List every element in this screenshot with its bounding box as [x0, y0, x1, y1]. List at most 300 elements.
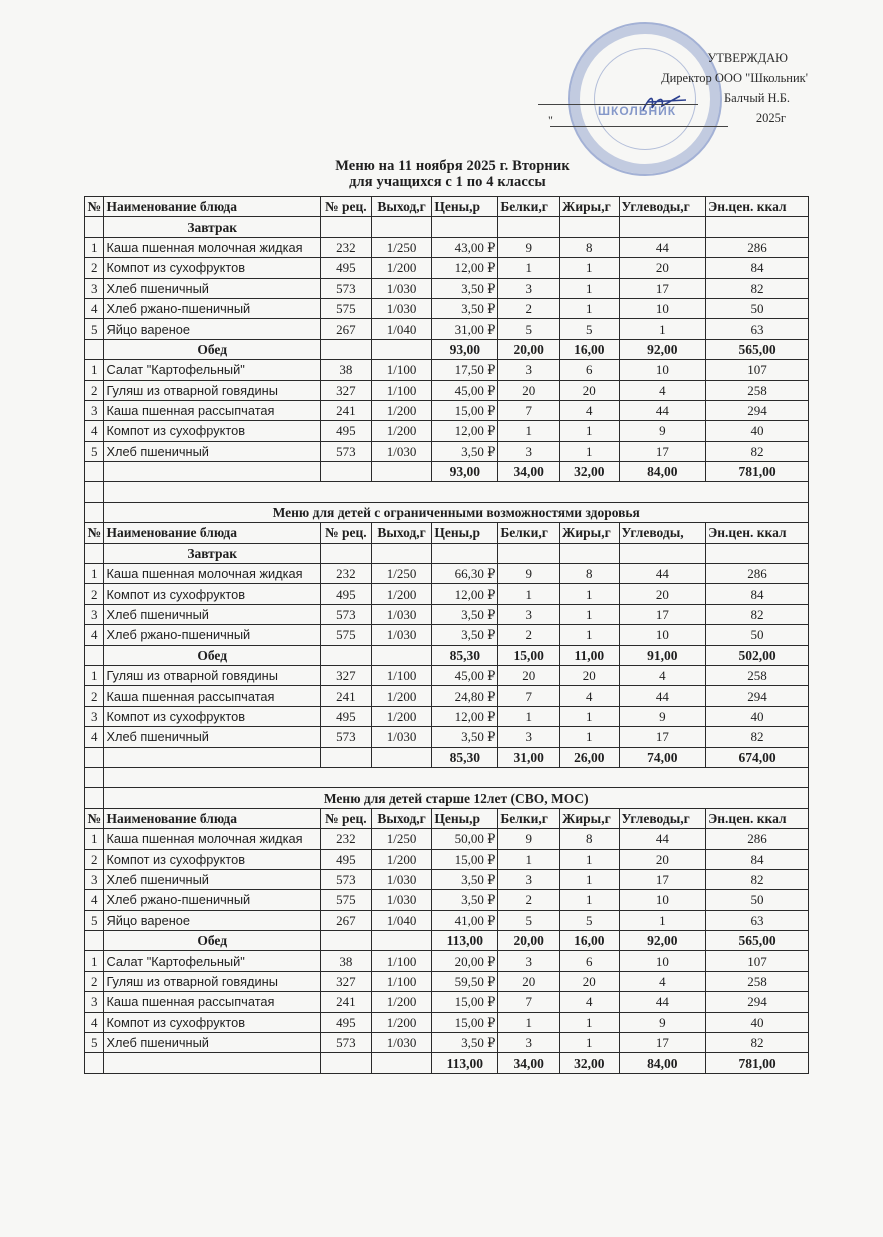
header-protein: Белки,г: [498, 808, 560, 828]
dish-name: Каша пшенная рассыпчатая: [104, 400, 320, 420]
empty-cell: [104, 747, 320, 767]
price: 12,00 ₽: [432, 706, 498, 726]
kcal: 82: [706, 278, 809, 298]
dish-name: Компот из сухофруктов: [104, 421, 320, 441]
protein: 3: [498, 1033, 560, 1053]
recipe-number: 327: [320, 665, 371, 685]
header-kcal: Эн.цен. ккал: [706, 808, 809, 828]
recipe-number: 327: [320, 380, 371, 400]
kcal: 82: [706, 727, 809, 747]
dish-name: Хлеб пшеничный: [104, 604, 320, 624]
carbs: 17: [619, 727, 706, 747]
meal-label: Обед: [104, 645, 320, 665]
empty-cell: [320, 462, 371, 482]
recipe-number: 495: [320, 421, 371, 441]
dish-name: Каша пшенная молочная жидкая: [104, 829, 320, 849]
meal-label: Обед: [104, 931, 320, 951]
dish-name: Каша пшенная рассыпчатая: [104, 686, 320, 706]
table-header-row: [85, 197, 809, 217]
dish-name: Салат "Картофельный": [104, 951, 320, 971]
portion-output: 1/250: [371, 237, 432, 257]
table-row: [85, 564, 809, 584]
price: 3,50 ₽: [432, 727, 498, 747]
price: 31,00 ₽: [432, 319, 498, 339]
approval-heading: УТВЕРЖДАЮ: [707, 51, 788, 65]
protein: 1: [498, 258, 560, 278]
price: 15,00 ₽: [432, 1012, 498, 1032]
carbs: 17: [619, 604, 706, 624]
portion-output: 1/200: [371, 706, 432, 726]
table-row: [85, 258, 809, 278]
dish-name: Компот из сухофруктов: [104, 849, 320, 869]
price: 3,50 ₽: [432, 1033, 498, 1053]
carbs: 4: [619, 380, 706, 400]
carbs: 44: [619, 400, 706, 420]
carbs: 44: [619, 564, 706, 584]
header-price: Цены,р: [432, 808, 498, 828]
kcal: 40: [706, 1012, 809, 1032]
item-number: 2: [85, 380, 104, 400]
empty-cell: [104, 482, 809, 502]
empty-cell: [85, 767, 104, 787]
price: 45,00 ₽: [432, 380, 498, 400]
fat: 8: [560, 237, 620, 257]
protein: 9: [498, 829, 560, 849]
carbs: 10: [619, 360, 706, 380]
portion-output: 1/030: [371, 1033, 432, 1053]
recipe-number: 575: [320, 625, 371, 645]
fat: 20: [560, 380, 620, 400]
table-row: [85, 665, 809, 685]
empty-cell: [619, 543, 706, 563]
header-name: Наименование блюда: [104, 523, 320, 543]
price: 20,00 ₽: [432, 951, 498, 971]
fat: 1: [560, 849, 620, 869]
protein: 7: [498, 686, 560, 706]
item-number: 1: [85, 237, 104, 257]
empty-cell: [320, 1053, 371, 1073]
price: 12,00 ₽: [432, 421, 498, 441]
protein: 3: [498, 869, 560, 889]
dish-name: Хлеб пшеничный: [104, 441, 320, 461]
fat: 1: [560, 1012, 620, 1032]
carbs: 9: [619, 1012, 706, 1032]
protein: 1: [498, 706, 560, 726]
page-title: Меню на 11 ноября 2025 г. Вторник: [335, 158, 570, 174]
dish-name: Компот из сухофруктов: [104, 584, 320, 604]
recipe-number: 241: [320, 400, 371, 420]
kcal: 258: [706, 380, 809, 400]
recipe-number: 573: [320, 604, 371, 624]
table-row: [85, 400, 809, 420]
recipe-number: 241: [320, 992, 371, 1012]
dish-name: Хлеб пшеничный: [104, 278, 320, 298]
total-row: [85, 339, 809, 359]
carbs: 10: [619, 625, 706, 645]
fat: 1: [560, 706, 620, 726]
fat: 5: [560, 910, 620, 930]
empty-cell: [619, 217, 706, 237]
protein: 3: [498, 360, 560, 380]
carbs: 17: [619, 278, 706, 298]
recipe-number: 573: [320, 278, 371, 298]
fat: 20: [560, 665, 620, 685]
section-title: Меню для детей старше 12лет (СВО, МОС): [104, 788, 809, 808]
carbs: 4: [619, 971, 706, 991]
portion-output: 1/030: [371, 298, 432, 318]
total-protein: 20,00: [498, 931, 560, 951]
approval-name: Балчый Н.Б.: [723, 91, 790, 105]
carbs: 20: [619, 258, 706, 278]
carbs: 1: [619, 910, 706, 930]
protein: 1: [498, 421, 560, 441]
portion-output: 1/200: [371, 421, 432, 441]
price: 3,50 ₽: [432, 869, 498, 889]
empty-cell: [706, 217, 809, 237]
fat: 4: [560, 686, 620, 706]
total-carbs: 74,00: [619, 747, 706, 767]
table-row: [85, 1033, 809, 1053]
empty-cell: [85, 543, 104, 563]
price: 12,00 ₽: [432, 584, 498, 604]
empty-cell: [104, 767, 809, 787]
kcal: 50: [706, 625, 809, 645]
total-kcal: 565,00: [706, 339, 809, 359]
portion-output: 1/030: [371, 625, 432, 645]
empty-cell: [85, 502, 104, 522]
total-fat: 11,00: [560, 645, 620, 665]
total-row: [85, 747, 809, 767]
empty-cell: [432, 543, 498, 563]
total-fat: 16,00: [560, 931, 620, 951]
recipe-number: 573: [320, 441, 371, 461]
recipe-number: 232: [320, 564, 371, 584]
price: 3,50 ₽: [432, 890, 498, 910]
dish-name: Яйцо вареное: [104, 319, 320, 339]
carbs: 44: [619, 686, 706, 706]
section-title-row: [85, 788, 809, 808]
item-number: 5: [85, 319, 104, 339]
header-price: Цены,р: [432, 523, 498, 543]
total-fat: 32,00: [560, 1053, 620, 1073]
dish-name: Хлеб пшеничный: [104, 869, 320, 889]
total-row: [85, 1053, 809, 1073]
empty-cell: [371, 462, 432, 482]
header-carbs: Углеводы,: [619, 523, 706, 543]
table-row: [85, 604, 809, 624]
header-carbs: Углеводы,г: [619, 808, 706, 828]
approval-date-line: [548, 108, 848, 128]
table-row: [85, 706, 809, 726]
dish-name: Компот из сухофруктов: [104, 258, 320, 278]
spacer-row: [85, 767, 809, 787]
empty-cell: [706, 543, 809, 563]
item-number: 2: [85, 686, 104, 706]
empty-cell: [371, 543, 432, 563]
total-kcal: 674,00: [706, 747, 809, 767]
table-row: [85, 910, 809, 930]
item-number: 4: [85, 1012, 104, 1032]
fat: 1: [560, 890, 620, 910]
item-number: 3: [85, 400, 104, 420]
item-number: 2: [85, 258, 104, 278]
table-row: [85, 298, 809, 318]
total-kcal: 502,00: [706, 645, 809, 665]
empty-cell: [498, 543, 560, 563]
recipe-number: 327: [320, 971, 371, 991]
carbs: 17: [619, 869, 706, 889]
header-fat: Жиры,г: [560, 808, 620, 828]
protein: 1: [498, 1012, 560, 1032]
empty-cell: [371, 217, 432, 237]
recipe-number: 38: [320, 951, 371, 971]
protein: 3: [498, 604, 560, 624]
fat: 20: [560, 971, 620, 991]
meal-label-row: [85, 543, 809, 563]
kcal: 286: [706, 237, 809, 257]
total-fat: 16,00: [560, 339, 620, 359]
recipe-number: 575: [320, 298, 371, 318]
portion-output: 1/040: [371, 910, 432, 930]
table-row: [85, 992, 809, 1012]
table-row: [85, 278, 809, 298]
empty-cell: [371, 339, 432, 359]
header-protein: Белки,г: [498, 197, 560, 217]
portion-output: 1/200: [371, 400, 432, 420]
item-number: 4: [85, 890, 104, 910]
carbs: 10: [619, 951, 706, 971]
carbs: 17: [619, 1033, 706, 1053]
empty-cell: [320, 339, 371, 359]
protein: 3: [498, 951, 560, 971]
price: 15,00 ₽: [432, 849, 498, 869]
portion-output: 1/030: [371, 278, 432, 298]
table-header-row: [85, 523, 809, 543]
section-title: Меню для детей с ограниченными возможностями здоровья: [104, 502, 809, 522]
fat: 1: [560, 258, 620, 278]
item-number: 1: [85, 360, 104, 380]
dish-name: Гуляш из отварной говядины: [104, 971, 320, 991]
carbs: 17: [619, 441, 706, 461]
total-carbs: 84,00: [619, 1053, 706, 1073]
table-row: [85, 686, 809, 706]
protein: 3: [498, 727, 560, 747]
kcal: 82: [706, 604, 809, 624]
empty-cell: [104, 462, 320, 482]
recipe-number: 495: [320, 258, 371, 278]
kcal: 258: [706, 971, 809, 991]
empty-cell: [85, 645, 104, 665]
protein: 2: [498, 890, 560, 910]
dish-name: Каша пшенная молочная жидкая: [104, 564, 320, 584]
portion-output: 1/100: [371, 380, 432, 400]
recipe-number: 232: [320, 237, 371, 257]
kcal: 286: [706, 564, 809, 584]
protein: 20: [498, 665, 560, 685]
approval-year: 2025г: [755, 111, 786, 125]
total-protein: 15,00: [498, 645, 560, 665]
item-number: 1: [85, 829, 104, 849]
approval-block: [548, 48, 848, 128]
kcal: 84: [706, 258, 809, 278]
dish-name: Хлеб ржано-пшеничный: [104, 625, 320, 645]
portion-output: 1/200: [371, 1012, 432, 1032]
table-header-row: [85, 808, 809, 828]
kcal: 63: [706, 319, 809, 339]
fat: 8: [560, 564, 620, 584]
table-row: [85, 971, 809, 991]
carbs: 20: [619, 849, 706, 869]
fat: 1: [560, 278, 620, 298]
table-row: [85, 951, 809, 971]
section-title-row: [85, 502, 809, 522]
price: 41,00 ₽: [432, 910, 498, 930]
protein: 5: [498, 910, 560, 930]
header-fat: Жиры,г: [560, 197, 620, 217]
fat: 6: [560, 951, 620, 971]
fat: 4: [560, 992, 620, 1012]
total-kcal: 781,00: [706, 462, 809, 482]
header-name: Наименование блюда: [104, 197, 320, 217]
header-protein: Белки,г: [498, 523, 560, 543]
protein: 2: [498, 298, 560, 318]
item-number: 4: [85, 625, 104, 645]
fat: 1: [560, 421, 620, 441]
recipe-number: 267: [320, 910, 371, 930]
protein: 3: [498, 441, 560, 461]
fat: 1: [560, 604, 620, 624]
recipe-number: 573: [320, 869, 371, 889]
total-protein: 34,00: [498, 462, 560, 482]
spacer-row: [85, 482, 809, 502]
meal-label: Завтрак: [104, 543, 320, 563]
item-number: 3: [85, 278, 104, 298]
total-fat: 26,00: [560, 747, 620, 767]
item-number: 4: [85, 421, 104, 441]
item-number: 1: [85, 665, 104, 685]
dish-name: Яйцо вареное: [104, 910, 320, 930]
empty-cell: [560, 217, 620, 237]
recipe-number: 495: [320, 1012, 371, 1032]
item-number: 5: [85, 910, 104, 930]
recipe-number: 573: [320, 1033, 371, 1053]
table-row: [85, 584, 809, 604]
recipe-number: 38: [320, 360, 371, 380]
table-row: [85, 421, 809, 441]
table-row: [85, 727, 809, 747]
recipe-number: 573: [320, 727, 371, 747]
recipe-number: 241: [320, 686, 371, 706]
header-price: Цены,р: [432, 197, 498, 217]
protein: 7: [498, 992, 560, 1012]
kcal: 84: [706, 849, 809, 869]
dish-name: Гуляш из отварной говядины: [104, 665, 320, 685]
total-protein: 34,00: [498, 1053, 560, 1073]
total-carbs: 84,00: [619, 462, 706, 482]
empty-cell: [85, 931, 104, 951]
empty-cell: [320, 645, 371, 665]
total-kcal: 781,00: [706, 1053, 809, 1073]
total-price: 85,30: [432, 645, 498, 665]
item-number: 5: [85, 441, 104, 461]
table-row: [85, 441, 809, 461]
page-subtitle: для учащихся с 1 по 4 классы: [349, 174, 546, 190]
portion-output: 1/200: [371, 686, 432, 706]
price: 66,30 ₽: [432, 564, 498, 584]
recipe-number: 495: [320, 706, 371, 726]
header-recipe: № рец.: [320, 523, 371, 543]
header-kcal: Эн.цен. ккал: [706, 197, 809, 217]
price: 24,80 ₽: [432, 686, 498, 706]
item-number: 4: [85, 727, 104, 747]
total-kcal: 565,00: [706, 931, 809, 951]
carbs: 10: [619, 890, 706, 910]
empty-cell: [432, 217, 498, 237]
empty-cell: [320, 931, 371, 951]
item-number: 3: [85, 604, 104, 624]
meal-label-row: [85, 217, 809, 237]
header-recipe: № рец.: [320, 808, 371, 828]
total-protein: 31,00: [498, 747, 560, 767]
item-number: 3: [85, 992, 104, 1012]
recipe-number: 267: [320, 319, 371, 339]
item-number: 2: [85, 971, 104, 991]
portion-output: 1/250: [371, 829, 432, 849]
date-quote: ": [548, 113, 553, 127]
empty-cell: [85, 462, 104, 482]
kcal: 82: [706, 869, 809, 889]
dish-name: Компот из сухофруктов: [104, 706, 320, 726]
portion-output: 1/030: [371, 890, 432, 910]
item-number: 1: [85, 951, 104, 971]
approval-name-line: [548, 88, 848, 108]
fat: 1: [560, 869, 620, 889]
carbs: 9: [619, 421, 706, 441]
kcal: 107: [706, 951, 809, 971]
item-number: 3: [85, 869, 104, 889]
header-carbs: Углеводы,г: [619, 197, 706, 217]
kcal: 286: [706, 829, 809, 849]
portion-output: 1/200: [371, 258, 432, 278]
fat: 1: [560, 441, 620, 461]
header-fat: Жиры,г: [560, 523, 620, 543]
table-row: [85, 849, 809, 869]
dish-name: Хлеб пшеничный: [104, 1033, 320, 1053]
header-name: Наименование блюда: [104, 808, 320, 828]
item-number: 2: [85, 849, 104, 869]
table-row: [85, 625, 809, 645]
portion-output: 1/100: [371, 360, 432, 380]
price: 3,50 ₽: [432, 278, 498, 298]
protein: 3: [498, 278, 560, 298]
protein: 2: [498, 625, 560, 645]
recipe-number: 575: [320, 890, 371, 910]
header-output: Выход,г: [371, 808, 432, 828]
fat: 4: [560, 400, 620, 420]
fat: 1: [560, 584, 620, 604]
portion-output: 1/100: [371, 971, 432, 991]
portion-output: 1/030: [371, 869, 432, 889]
approval-position: Директор ООО "Школьник': [661, 71, 808, 85]
total-carbs: 92,00: [619, 931, 706, 951]
header-output: Выход,г: [371, 197, 432, 217]
carbs: 44: [619, 992, 706, 1012]
protein: 1: [498, 584, 560, 604]
fat: 8: [560, 829, 620, 849]
carbs: 44: [619, 237, 706, 257]
empty-cell: [85, 339, 104, 359]
total-price: 93,00: [432, 339, 498, 359]
